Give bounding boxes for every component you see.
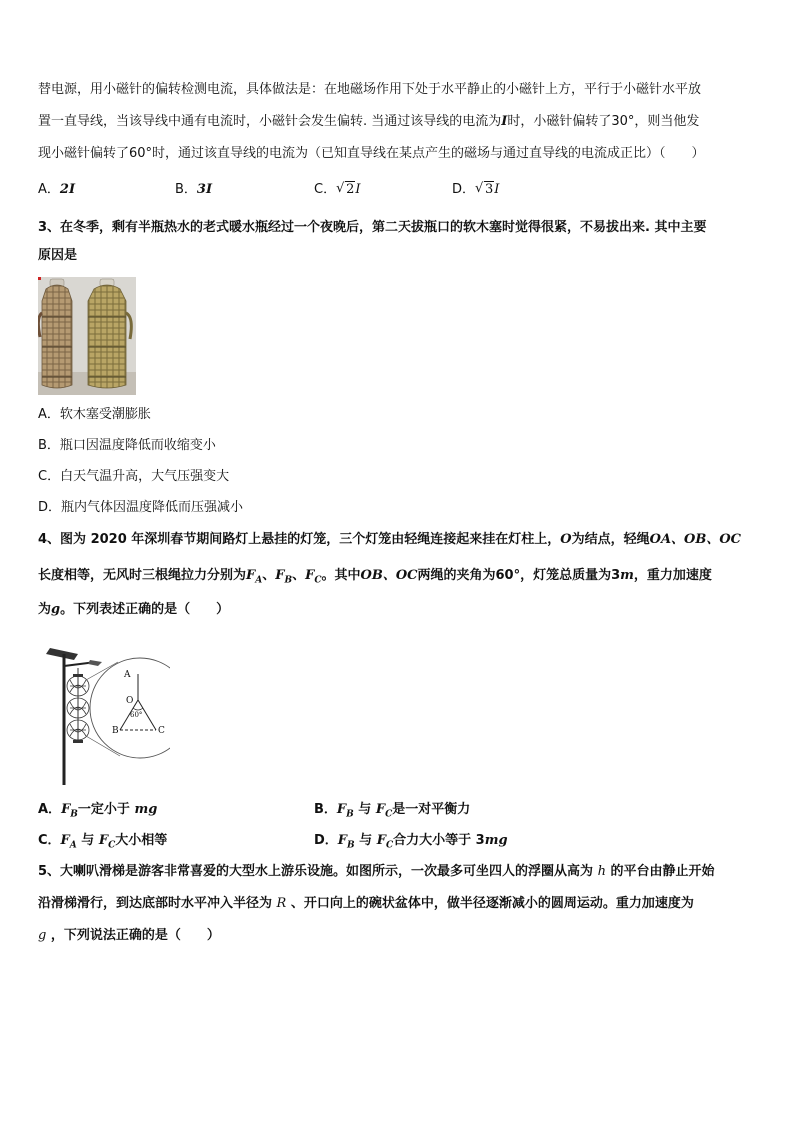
thermos-bottles-photo [38, 277, 136, 395]
q2-line-2: 置一直导线，当该导线中通有电流时，小磁针会发生偏转. 当通过该导线的电流为I时，小磁针偏转了30°，则当他发 [38, 114, 700, 129]
q4-option-d: D．$F_B$ 与 $F_C$合力大小等于 3mg [314, 833, 508, 851]
q5-stem-line-1: 5、大喇叭滑梯是游客非常喜爱的大型水上游乐设施。如图所示，一次最多可坐四人的浮圈从高为 h 的平台由静止开始 [38, 864, 715, 879]
q4-option-b: B．$F_B$ 与 $F_C$是一对平衡力 [314, 802, 471, 820]
q2-option-c: C．√ 2I [314, 180, 361, 200]
q4-option-c: C．$F_A$ 与 $F_C$大小相等 [38, 833, 168, 851]
diagram-label-a: A [124, 670, 131, 680]
q3-option-b: B．瓶口因温度降低而收缩变小 [38, 438, 216, 453]
lantern-diagram [40, 640, 170, 785]
q4-option-a: A．$F_B$一定小于 mg [38, 802, 158, 820]
q5-stem-line-2: 沿滑梯滑行，到达底部时水平冲入半径为 R 、开口向上的碗状盆体中，做半径逐渐减小的圆周运动。重力加速度为 [38, 896, 694, 911]
diagram-label-o: O [126, 696, 134, 706]
q2-option-a: A．2I [38, 182, 76, 197]
q2-line-3: 现小磁针偏转了60°时，通过该直导线的电流为（已知直导线在某点产生的磁场与通过直导线的电流成正比）（ ） [38, 146, 705, 161]
q2-line-1: 替电源，用小磁针的偏转检测电流，具体做法是：在地磁场作用下处于水平静止的小磁针上方，平行于小磁针水平放 [38, 82, 702, 97]
q2-option-d: D．√ 3I [452, 180, 499, 200]
q3-option-a: A．软木塞受潮膨胀 [38, 407, 151, 422]
q4-stem-line-1: 4、图为 2020 年深圳春节期间路灯上悬挂的灯笼，三个灯笼由轻绳连接起来挂在灯柱上，O为结点，轻绳OA、OB、OC [38, 532, 742, 547]
q3-stem-line-2: 原因是 [38, 248, 78, 263]
q4-stem-line-2: 长度相等，无风时三根绳拉力分别为$F_A$、$F_B$、$F_C$。其中OB、OC两绳的夹角为60°，灯笼总质量为3m，重力加速度 [38, 568, 712, 586]
diagram-angle-label: 60° [130, 711, 143, 719]
q3-stem-line-1: 3、在冬季，剩有半瓶热水的老式暖水瓶经过一个夜晚后，第二天拔瓶口的软木塞时觉得很紧，不易拔出来. 其中主要 [38, 220, 707, 235]
q4-stem-line-3: 为g。下列表述正确的是（ ） [38, 602, 230, 617]
q3-option-d: D．瓶内气体因温度降低而压强减小 [38, 500, 244, 515]
q3-option-c: C．白天气温升高，大气压强变大 [38, 469, 230, 484]
q2-option-b: B．3I [175, 182, 213, 197]
diagram-label-b: B [112, 726, 119, 736]
diagram-label-c: C [158, 726, 165, 736]
q5-stem-line-3: g ，下列说法正确的是（ ） [38, 928, 220, 943]
